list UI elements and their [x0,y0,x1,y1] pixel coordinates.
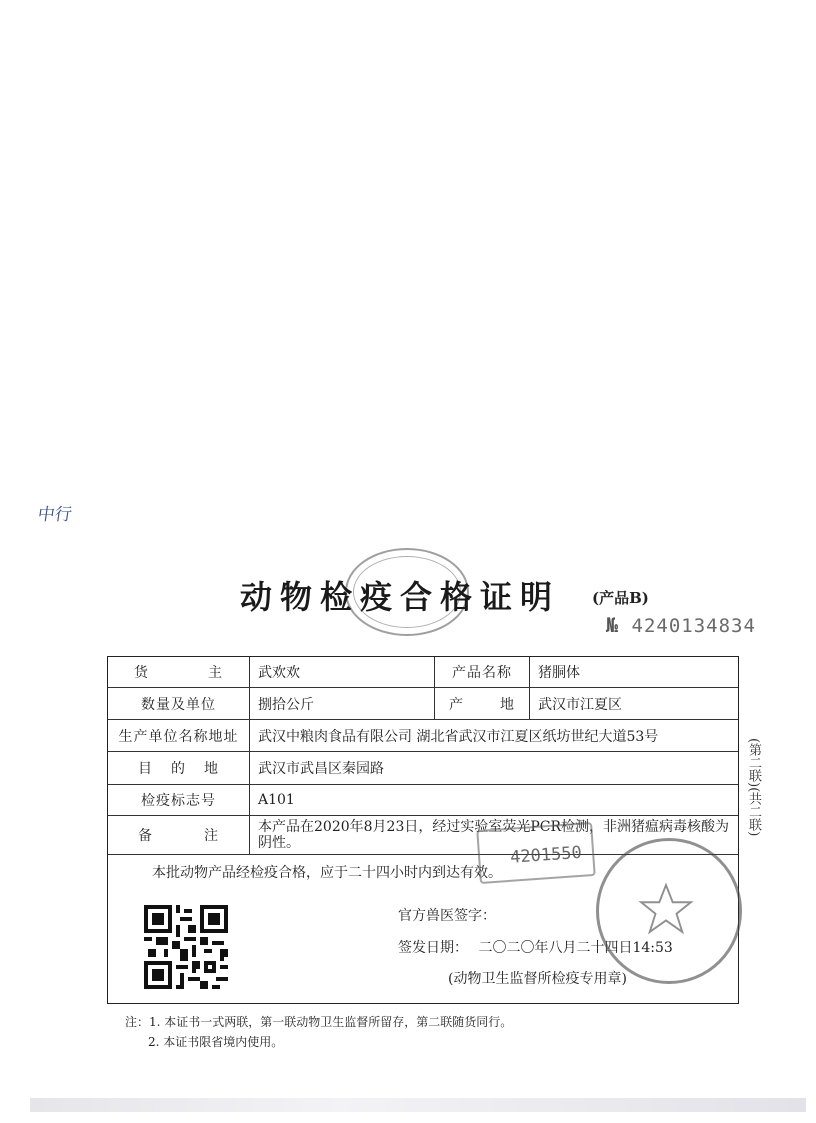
qr-code [144,905,228,989]
owner-label: 货 主 [108,657,250,687]
origin-label: 产 地 [435,688,530,719]
remarks-value: 本产品在2020年8月23日，经过实验室荧光PCR检测，非洲猪瘟病毒核酸为阴性。 [258,819,730,851]
serial-number [606,613,756,637]
serial-value: 4240134834 [631,615,756,637]
product-name-value: 猪胴体 [538,665,580,681]
stamp-label: (动物卫生监督所检疫专用章) [448,971,627,987]
star-icon [599,841,733,975]
footnotes [125,1012,512,1052]
stamp-number: 4201550 [509,842,583,868]
inspection-stamp [476,822,595,884]
destination-value: 武汉市武昌区秦园路 [258,761,384,777]
document-title: 动物检疫合格证明 [240,578,561,616]
scan-edge [30,1098,806,1112]
origin-value: 武汉市江夏区 [538,696,622,713]
handwritten-note: 中行 [36,505,74,525]
remarks-label: 备 注 [108,816,250,854]
table-row [108,720,738,752]
table-row [108,688,738,720]
destination-label: 目 的 地 [108,752,250,784]
validity-statement: 本批动物产品经检疫合格，应于二十四小时内到达有效。 [152,865,502,881]
issue-date-value: 二〇二〇年八月二十四日14:53 [478,940,673,956]
official-seal-round [596,838,742,984]
table-row [108,657,738,688]
quantity-value: 捌拾公斤 [250,688,435,719]
footnote-1: 注：1. 本证书一式两联，第一联动物卫生监督所留存，第二联随货同行。 [125,1015,513,1029]
table-row [108,752,738,785]
document-subtitle: (产品B) [592,589,649,607]
issue-date-label: 签发日期： [398,940,468,956]
product-name-label: 产品名称 [435,657,530,687]
serial-prefix: № [606,613,620,637]
vet-signature-label: 官方兽医签字： [398,908,496,924]
table-row [108,785,738,816]
producer-label: 生产单位名称地址 [108,720,250,751]
copy-indicator: (第二联)(共二联) [746,738,761,837]
owner-value: 武欢欢 [250,657,435,687]
footnote-2: 2. 本证书限省境内使用。 [148,1035,284,1049]
quantity-label: 数量及单位 [108,688,250,719]
mark-label: 检疫标志号 [108,785,250,815]
producer-value: 武汉中粮肉食品有限公司 湖北省武汉市江夏区纸坊世纪大道53号 [258,728,659,745]
mark-value: A101 [258,792,295,808]
